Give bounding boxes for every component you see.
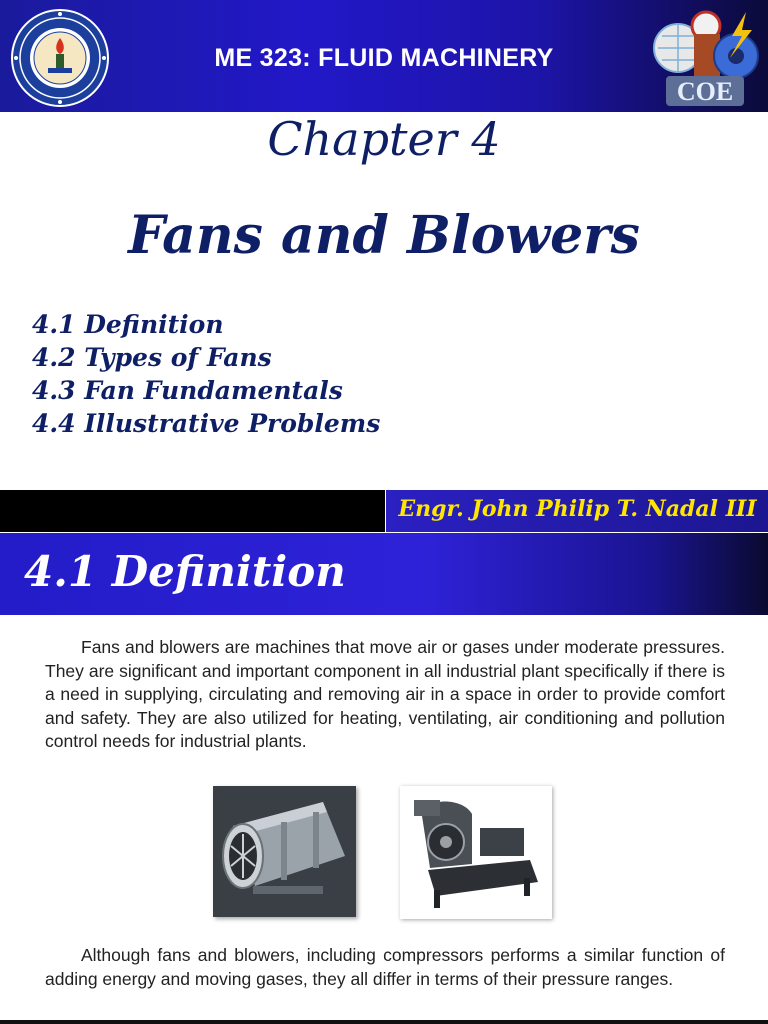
coe-logo-text: COE [676,77,734,106]
table-of-contents [32,308,380,440]
course-title: ME 323: FLUID MACHINERY [214,44,554,72]
toc-item: 4.1 Definition [32,310,224,339]
toc-item: 4.4 Illustrative Problems [32,409,381,438]
section-banner [0,533,768,615]
comparison-paragraph: Although fans and blowers, including compressors performs a similar function of adding energy and moving gases, they all differ in terms of their pressure ranges. [45,945,725,989]
header-banner [0,0,768,112]
coe-logo [648,6,762,110]
author-box [385,490,768,532]
toc-item: 4.2 Types of Fans [32,343,272,372]
toc-item: 4.3 Fan Fundamentals [32,376,343,405]
definition-paragraph: Fans and blowers are machines that move air or gases under moderate pressures. They are significant and important component in all industrial plant specifically if there is a need in supplying, circulating and removing air in a space in order to provide comfort and safety. They are also utilized for heating, ventilating, air conditioning and pollution control needs for industrial plants. [45,637,725,751]
section-title: 4.1 Definition [24,547,346,596]
chapter-title: Fans and Blowers [128,205,640,266]
author-name: Engr. John Philip T. Nadal III [398,496,757,522]
axial-fan-image [213,786,356,917]
bottom-rule [0,1020,768,1024]
chapter-label: Chapter 4 [267,112,501,166]
centrifugal-blower-image [400,786,552,919]
